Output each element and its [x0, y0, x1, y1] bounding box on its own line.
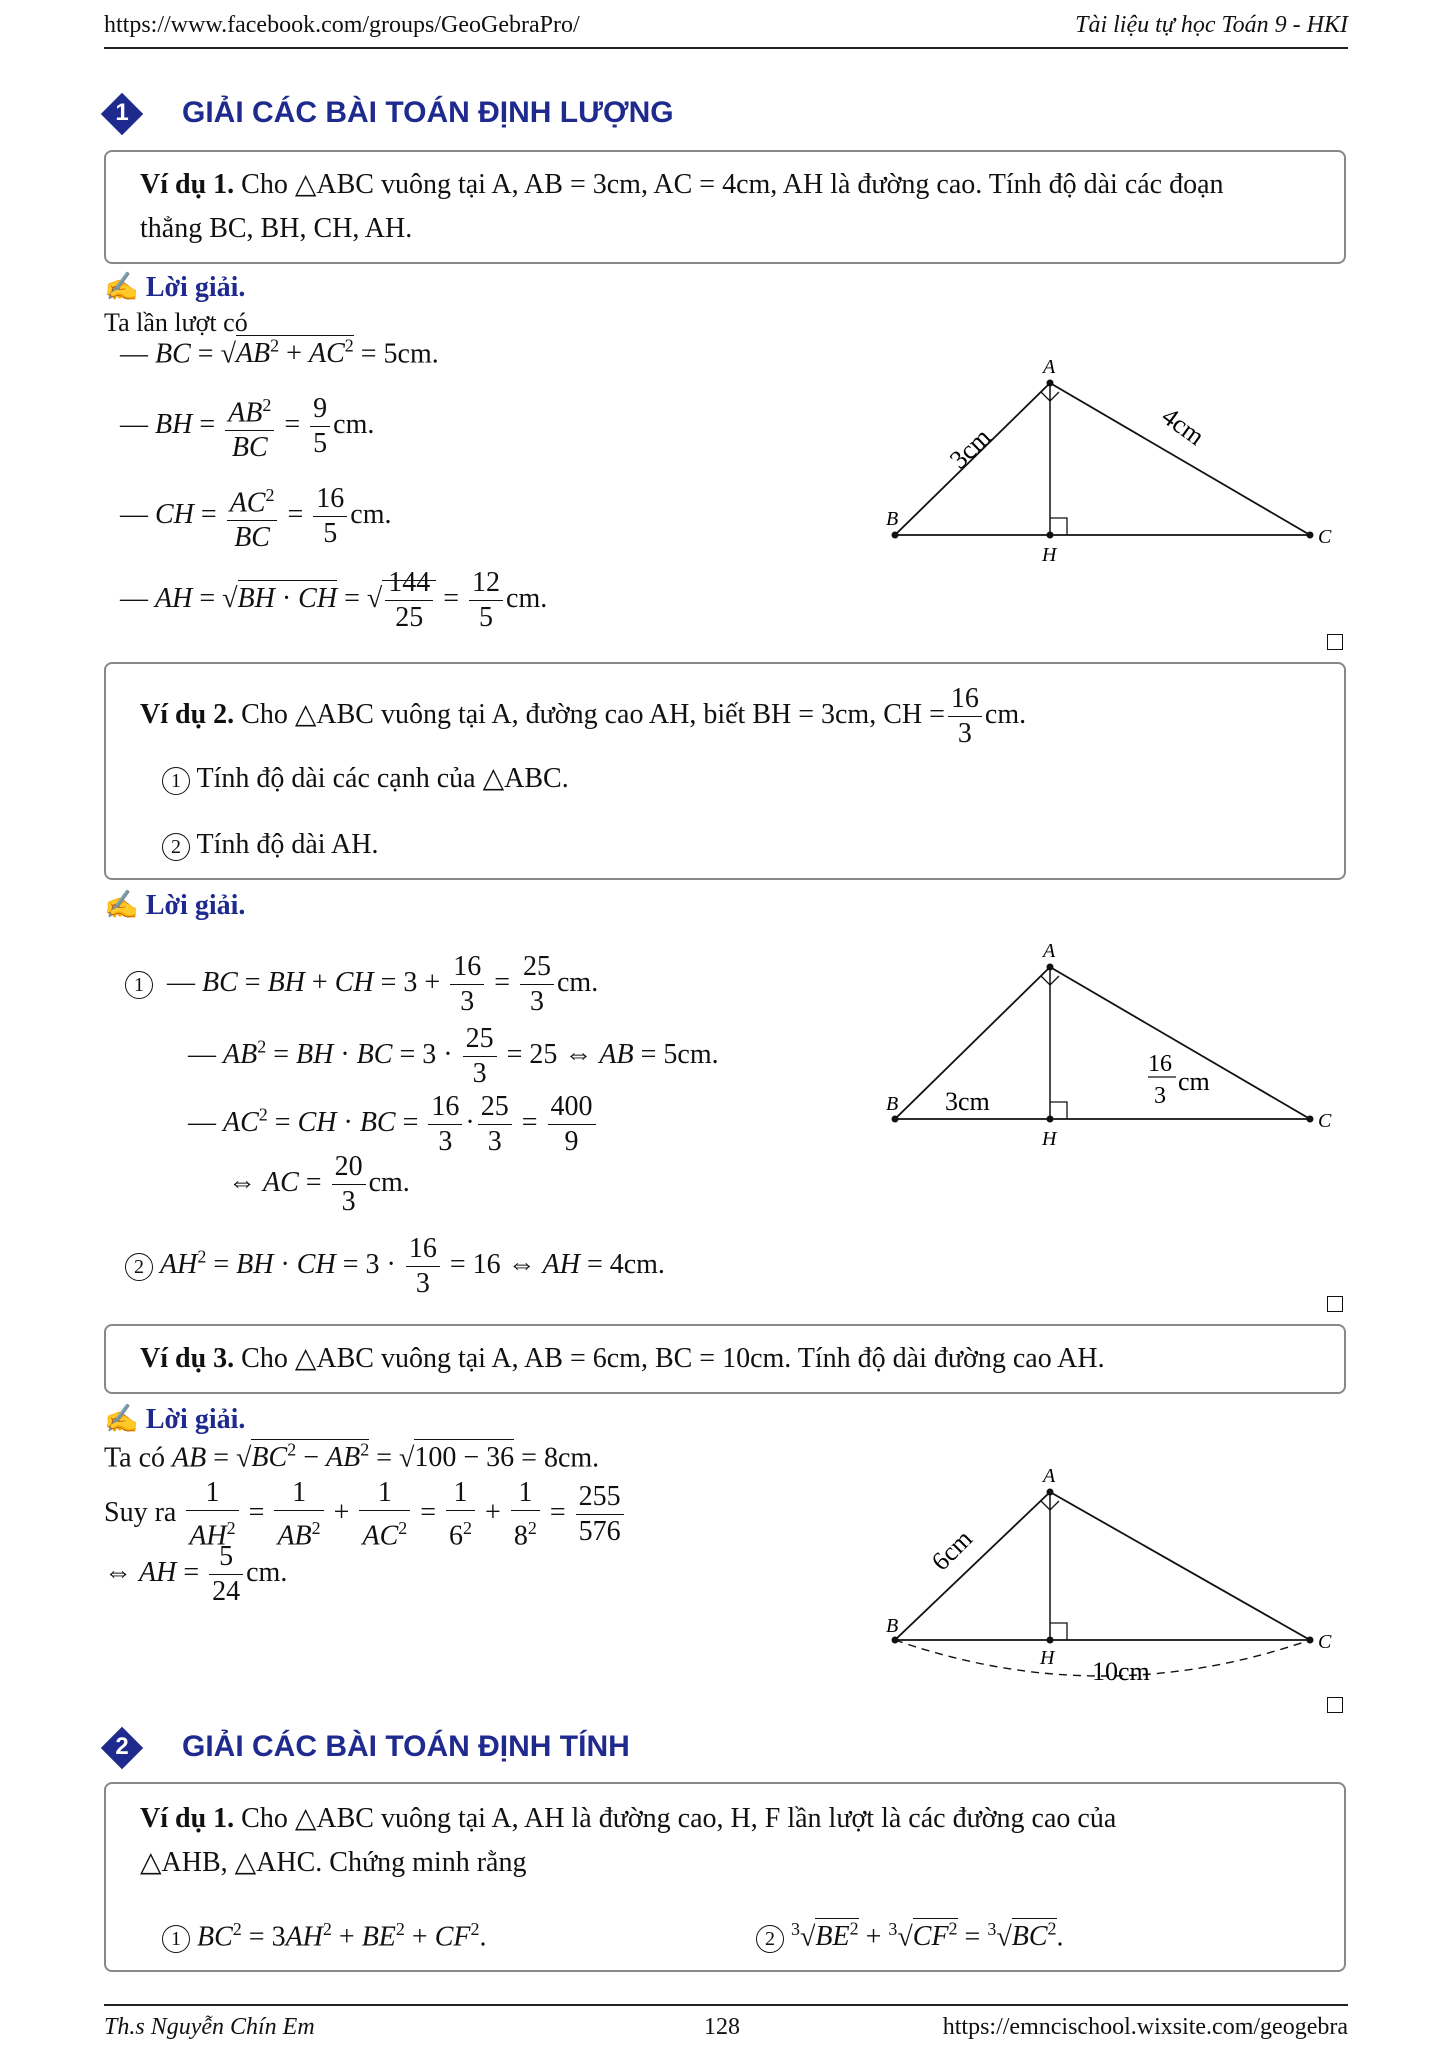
- list-item: 2 $^3√BE^2 + ^3√CF^2 = ^3√BC^2$.: [756, 1908, 1064, 1958]
- side-label: 16: [1148, 1051, 1172, 1077]
- point-label: A: [1043, 356, 1056, 378]
- equation: — BC = $√AB^2 + AC^2 = 5cm$.: [120, 336, 439, 370]
- solution-label: ✍ Lời giải.: [104, 1404, 246, 1435]
- qed-icon: [1327, 1296, 1343, 1312]
- equation: — BH = $\frac{AB^2}{BC}$ = $\frac{9}{5}$ cm.: [120, 388, 374, 465]
- section-title: GIẢI CÁC BÀI TOÁN ĐỊNH TÍNH: [182, 1730, 630, 1763]
- list-item: 1 $BC^2 = 3AH^2 + BE^2 + CF^2$.: [162, 1908, 487, 1958]
- side-label: cm: [1178, 1067, 1210, 1096]
- example-box: [104, 662, 1346, 880]
- header-right: Tài liệu tự học Toán 9 - HKI: [1075, 12, 1348, 38]
- side-label: 4cm: [1156, 401, 1210, 452]
- equation: ⇔ AH = $\frac{5}{24}$ cm.: [104, 1541, 288, 1607]
- point-label: B: [886, 1093, 899, 1115]
- equation: ⇔ AC = $\frac{20}{3}$ cm.: [228, 1151, 410, 1217]
- section-title: GIẢI CÁC BÀI TOÁN ĐỊNH LƯỢNG: [182, 96, 674, 129]
- side-label: 10cm: [1092, 1657, 1150, 1686]
- footer-author: Th.s Nguyễn Chín Em: [104, 2014, 315, 2040]
- problem-text: Ví dụ 1. Cho △ABC vuông tại A, AB = 3cm, AC = 4cm, AH là đường cao. Tính độ dài các đoạn: [140, 169, 1224, 200]
- problem-text: Ví dụ 2. Cho △ABC vuông tại A, đường cao AH, biết BH = 3cm, CH = $\frac{16}{3}$ cm.: [140, 683, 1027, 749]
- list-item: 1 Tính độ dài các cạnh của △ABC.: [162, 758, 569, 800]
- equation: — CH = $\frac{AC^2}{BC}$ = $\frac{16}{5}$ cm.: [120, 478, 392, 555]
- side-label: 3cm: [944, 422, 997, 475]
- equation: — AH = √BH · CH = √ $\frac{144}{25}$ = $\frac{12}{5}$ cm.: [120, 567, 548, 633]
- problem-text: Ví dụ 3. Cho △ABC vuông tại A, AB = 6cm, BC = 10cm. Tính độ dài đường cao AH.: [140, 1343, 1105, 1374]
- point-label: C: [1318, 526, 1332, 548]
- example-box: [104, 150, 1346, 264]
- point-label: H: [1040, 1647, 1055, 1669]
- page-number: 128: [704, 2014, 740, 2040]
- equation: Ta có AB = $√BC^2 - AB^2 = √100 - 36 = 8cm$.: [104, 1440, 600, 1474]
- list-item: 2 Tính độ dài AH.: [162, 824, 379, 866]
- example-box: [104, 1782, 1346, 1972]
- equation: — $AC^2$ = CH · BC = $\frac{16}{3}$ · $\frac{25}{3}$ = $\frac{400}{9}$: [188, 1090, 599, 1159]
- side-label: 6cm: [925, 1524, 978, 1577]
- problem-text: Ví dụ 1. Cho △ABC vuông tại A, AH là đường cao, H, F lần lượt là các đường cao của: [140, 1803, 1117, 1834]
- footer-link: https://emncischool.wixsite.com/geogebra: [942, 2014, 1348, 2040]
- header-left: https://www.facebook.com/groups/GeoGebraPro/: [104, 12, 580, 38]
- side-label: 3: [1154, 1083, 1166, 1109]
- solution-label: ✍ Lời giải.: [104, 890, 246, 921]
- point-label: A: [1043, 940, 1056, 962]
- point-label: A: [1043, 1465, 1056, 1487]
- point-label: B: [886, 508, 899, 530]
- header-rule: [104, 47, 1348, 49]
- point-label: C: [1318, 1110, 1332, 1132]
- equation: — $AB^2$ = BH · BC = 3 · $\frac{25}{3}$ = 25 ⇔ AB = 5cm.: [188, 1023, 719, 1089]
- triangle-figure: [870, 345, 1330, 575]
- solution-label: ✍ Lời giải.: [104, 272, 246, 303]
- point-label: H: [1042, 544, 1057, 566]
- qed-icon: [1327, 634, 1343, 650]
- problem-text-2: thẳng BC, BH, CH, AH.: [140, 213, 413, 244]
- triangle-figure: [870, 935, 1330, 1165]
- solution-intro: Ta lần lượt có: [104, 308, 248, 337]
- point-label: B: [886, 1615, 899, 1637]
- side-label: 3cm: [945, 1087, 990, 1116]
- qed-icon: [1327, 1697, 1343, 1713]
- equation: 2 $AH^2$ = BH · CH = 3 · $\frac{16}{3}$ = 16 ⇔ AH = 4cm.: [125, 1232, 665, 1301]
- equation: 1 — BC = BH + CH = 3 + $\frac{16}{3}$ = $\frac{25}{3}$ cm.: [125, 950, 598, 1019]
- equation: Suy ra $\frac{1}{AH^2}$ = $\frac{1}{AB^2}$ + $\frac{1}{AC^2}$ = $\frac{1}{6^2}$ + $\frac{1}{8^2}$ = $\frac{255}{576}$: [104, 1476, 627, 1553]
- example-box: [104, 1324, 1346, 1394]
- footer-rule: [104, 2004, 1348, 2006]
- point-label: H: [1042, 1128, 1057, 1150]
- triangle-figure: [870, 1450, 1330, 1690]
- point-label: C: [1318, 1631, 1332, 1653]
- problem-text-2: △AHB, △AHC. Chứng minh rằng: [140, 1847, 527, 1878]
